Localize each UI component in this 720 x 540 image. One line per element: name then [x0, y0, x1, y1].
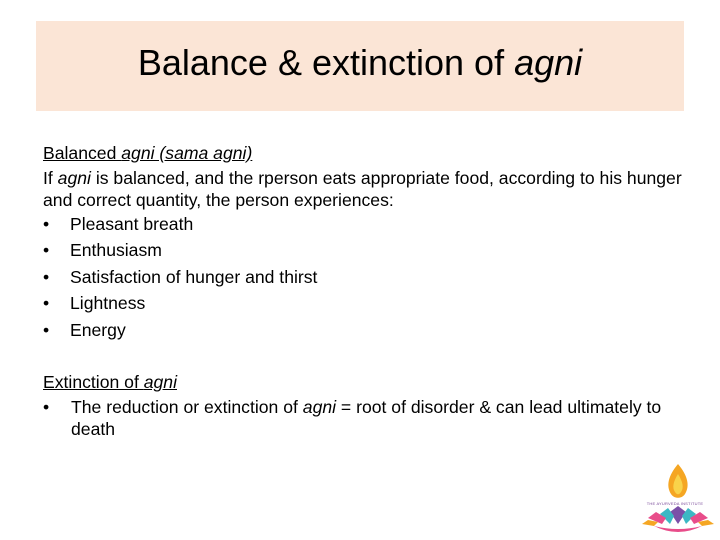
- list-item-text: Pleasant breath: [70, 213, 194, 234]
- balanced-heading-italic: agni (sama agni): [121, 143, 253, 163]
- balanced-heading-prefix: Balanced: [43, 143, 122, 163]
- list-item: [43, 290, 683, 317]
- extinction-item-italic: agni: [302, 396, 337, 417]
- list-item: [43, 317, 683, 344]
- lamp-base: [654, 526, 702, 532]
- list-item: [43, 211, 683, 238]
- bullet-icon: •: [43, 293, 50, 313]
- lotus-petals: [642, 506, 714, 526]
- slide-body: [43, 140, 683, 440]
- list-item-text: Energy: [70, 319, 126, 340]
- slide-title: [137, 42, 583, 83]
- extinction-heading: [43, 369, 683, 396]
- extinction-item-post: = root of disorder & can lead ultimately to death: [71, 396, 662, 439]
- bullet-icon: •: [43, 266, 50, 287]
- list-item-text: Lightness: [70, 293, 146, 313]
- balanced-heading: [43, 140, 683, 167]
- title-band: [36, 21, 684, 111]
- extinction-item-pre: The reduction or extinction of: [71, 396, 303, 417]
- extinction-heading-prefix: Extinction of: [43, 372, 144, 392]
- extinction-bullet-item: [43, 396, 683, 440]
- section-spacer: [43, 343, 683, 369]
- extinction-heading-italic: agni: [143, 372, 177, 392]
- bullet-icon: •: [43, 396, 50, 417]
- list-item-text: Enthusiasm: [70, 240, 162, 260]
- title-italic: agni: [514, 42, 583, 83]
- balanced-intro-post: is balanced, and the rperson eats appropriate food, according to his hunger and correct quantity, the person experiences:: [43, 167, 682, 210]
- balanced-bullet-list: [43, 211, 683, 344]
- logo-text: THE AYURVEDA INSTITUTE: [646, 501, 704, 506]
- title-prefix: Balance & extinction of: [137, 42, 515, 83]
- balanced-intro-italic: agni: [57, 167, 91, 188]
- bullet-icon: •: [43, 319, 50, 340]
- bullet-icon: •: [43, 240, 50, 260]
- list-item: [43, 264, 683, 291]
- balanced-intro: [43, 167, 683, 211]
- list-item-text: Satisfaction of hunger and thirst: [70, 266, 318, 287]
- balanced-intro-pre: If: [43, 167, 58, 188]
- bullet-icon: •: [43, 213, 50, 234]
- list-item: [43, 237, 683, 264]
